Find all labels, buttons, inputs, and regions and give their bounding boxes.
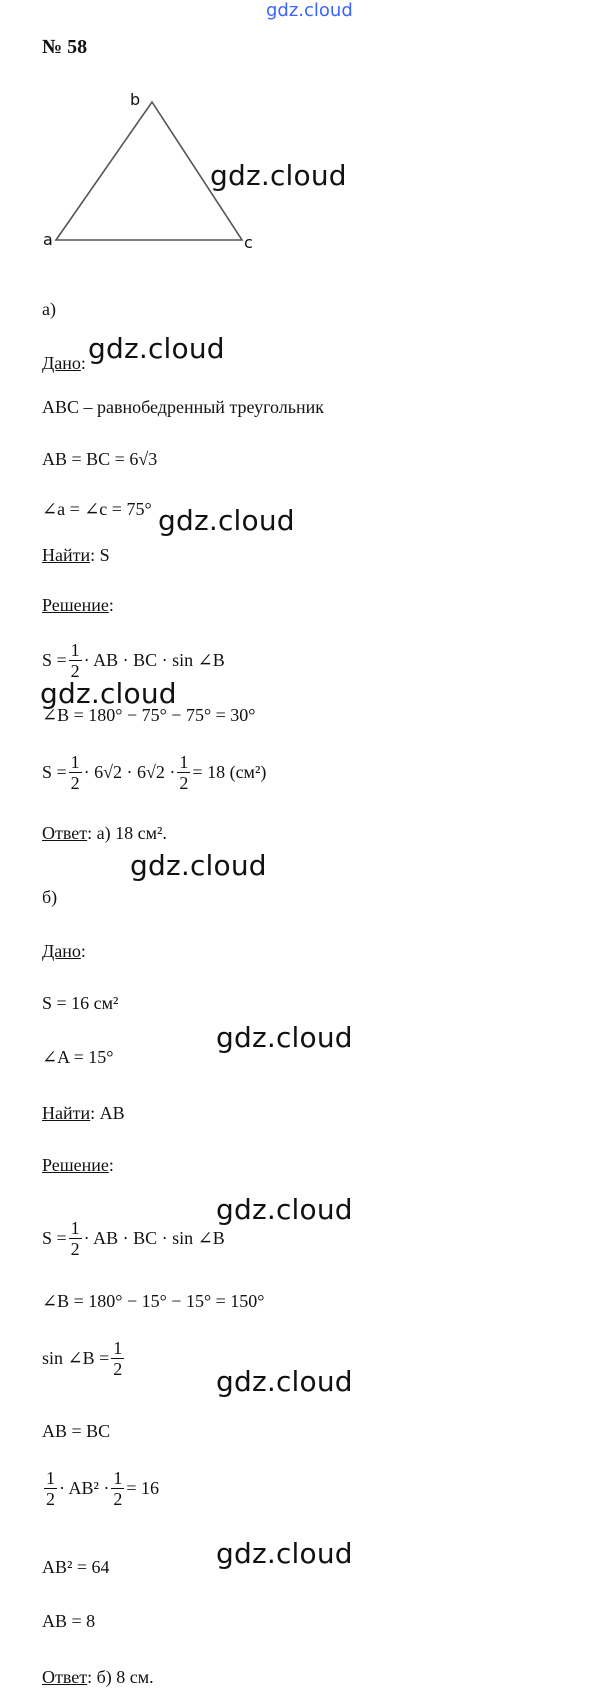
part-a-solution-label: Решение xyxy=(42,595,109,615)
vertex-label-c: c xyxy=(244,233,253,252)
fraction xyxy=(111,1338,124,1379)
watermark: gdz.cloud xyxy=(130,849,267,882)
part-b-label: б) xyxy=(42,887,58,907)
part-a-solution-suffix: : xyxy=(108,595,114,615)
watermark: gdz.cloud xyxy=(216,1365,353,1398)
problem-number: № 58 xyxy=(42,36,88,58)
formula-rhs: · AB · BC · sin ∠B xyxy=(83,1228,225,1248)
part-a-answer-value: : а) 18 см². xyxy=(87,823,167,843)
fraction-numerator: 1 xyxy=(70,1218,80,1238)
part-a-given-3: ∠a = ∠c = 75° xyxy=(42,499,152,519)
part-b-sin-value xyxy=(42,1338,126,1379)
calc-mid: · 6√2 · 6√2 · xyxy=(83,762,176,782)
watermark: gdz.cloud xyxy=(216,1537,353,1570)
part-b-answer-label: Ответ xyxy=(42,1667,88,1687)
part-b-given-heading xyxy=(42,940,86,962)
eq-mid: · AB² · xyxy=(59,1478,110,1498)
fraction-numerator: 1 xyxy=(70,640,80,660)
watermark: gdz.cloud xyxy=(88,332,225,365)
fraction-denominator: 2 xyxy=(70,1239,80,1259)
part-b-given-label: Дано xyxy=(42,941,81,961)
fraction-numerator: 1 xyxy=(179,752,189,772)
fraction-numerator: 1 xyxy=(46,1468,55,1488)
part-a-given-label: Дано xyxy=(42,353,81,373)
vertex-label-b: b xyxy=(130,90,141,109)
fraction-numerator: 1 xyxy=(70,752,80,772)
part-b-find-value: : AB xyxy=(90,1103,125,1123)
part-b-answer-value: : б) 8 см. xyxy=(87,1667,154,1687)
part-b-result: AB = 8 xyxy=(42,1611,96,1631)
part-a-answer-label: Ответ xyxy=(42,823,88,843)
formula-rhs: · AB · BC · sin ∠B xyxy=(83,650,225,670)
part-b-given-2: ∠A = 15° xyxy=(42,1047,114,1067)
part-a-given-suffix: : xyxy=(80,353,86,373)
part-a-solution-heading xyxy=(42,594,114,616)
part-b-solution-heading xyxy=(42,1154,114,1176)
part-a-given-1: ABC – равнобедренный треугольник xyxy=(42,397,324,417)
part-b-given-1: S = 16 см² xyxy=(42,993,119,1013)
fraction-denominator: 2 xyxy=(113,1489,123,1509)
fraction-numerator: 1 xyxy=(113,1338,123,1358)
fraction xyxy=(69,1218,82,1259)
fraction-numerator: 1 xyxy=(113,1468,123,1488)
fraction-denominator: 2 xyxy=(46,1489,55,1509)
part-a-find-value: : S xyxy=(90,545,110,565)
part-b-find-label: Найти xyxy=(42,1103,91,1123)
part-b-solution-label: Решение xyxy=(42,1155,109,1175)
part-a-given-2: AB = BC = 6√3 xyxy=(42,449,158,469)
formula-lhs: S = xyxy=(42,650,67,670)
part-b-square: AB² = 64 xyxy=(42,1557,110,1577)
watermark: gdz.cloud xyxy=(216,1021,353,1054)
fraction-denominator: 2 xyxy=(113,1359,123,1379)
part-b-given-suffix: : xyxy=(80,941,86,961)
sin-lhs: sin ∠B = xyxy=(42,1348,110,1368)
top-watermark: gdz.cloud xyxy=(266,0,353,21)
part-a-angle-calc: ∠B = 180° − 75° − 75° = 30° xyxy=(42,705,256,725)
formula-lhs: S = xyxy=(42,1228,67,1248)
fraction xyxy=(69,752,82,793)
fraction-denominator: 2 xyxy=(179,773,189,793)
watermark: gdz.cloud xyxy=(40,677,177,710)
watermark: gdz.cloud xyxy=(158,504,295,537)
part-b-equal-sides: AB = BC xyxy=(42,1421,111,1441)
fraction-denominator: 2 xyxy=(70,773,80,793)
part-b-angle-calc: ∠B = 180° − 15° − 15° = 150° xyxy=(42,1291,265,1311)
fraction xyxy=(177,752,190,793)
part-a-label: а) xyxy=(42,299,56,319)
part-b-find xyxy=(42,1102,125,1124)
part-a-area-formula xyxy=(42,640,225,681)
watermark: gdz.cloud xyxy=(210,159,347,192)
part-b-area-formula xyxy=(42,1218,225,1259)
fraction-denominator: 2 xyxy=(70,661,80,681)
watermark: gdz.cloud xyxy=(216,1193,353,1226)
fraction xyxy=(44,1468,57,1509)
part-a-given-heading xyxy=(42,352,86,374)
part-a-find xyxy=(42,544,110,566)
vertex-label-a: a xyxy=(43,230,53,249)
calc-rhs: = 18 (см²) xyxy=(192,762,267,782)
part-a-answer xyxy=(42,822,167,844)
fraction xyxy=(69,640,82,681)
fraction xyxy=(111,1468,124,1509)
eq-rhs: = 16 xyxy=(126,1478,160,1498)
part-a-find-label: Найти xyxy=(42,545,91,565)
calc-lhs: S = xyxy=(42,762,67,782)
part-b-equation xyxy=(42,1468,159,1509)
part-b-answer xyxy=(42,1666,154,1688)
part-b-solution-suffix: : xyxy=(108,1155,114,1175)
part-a-area-calc xyxy=(42,752,266,793)
